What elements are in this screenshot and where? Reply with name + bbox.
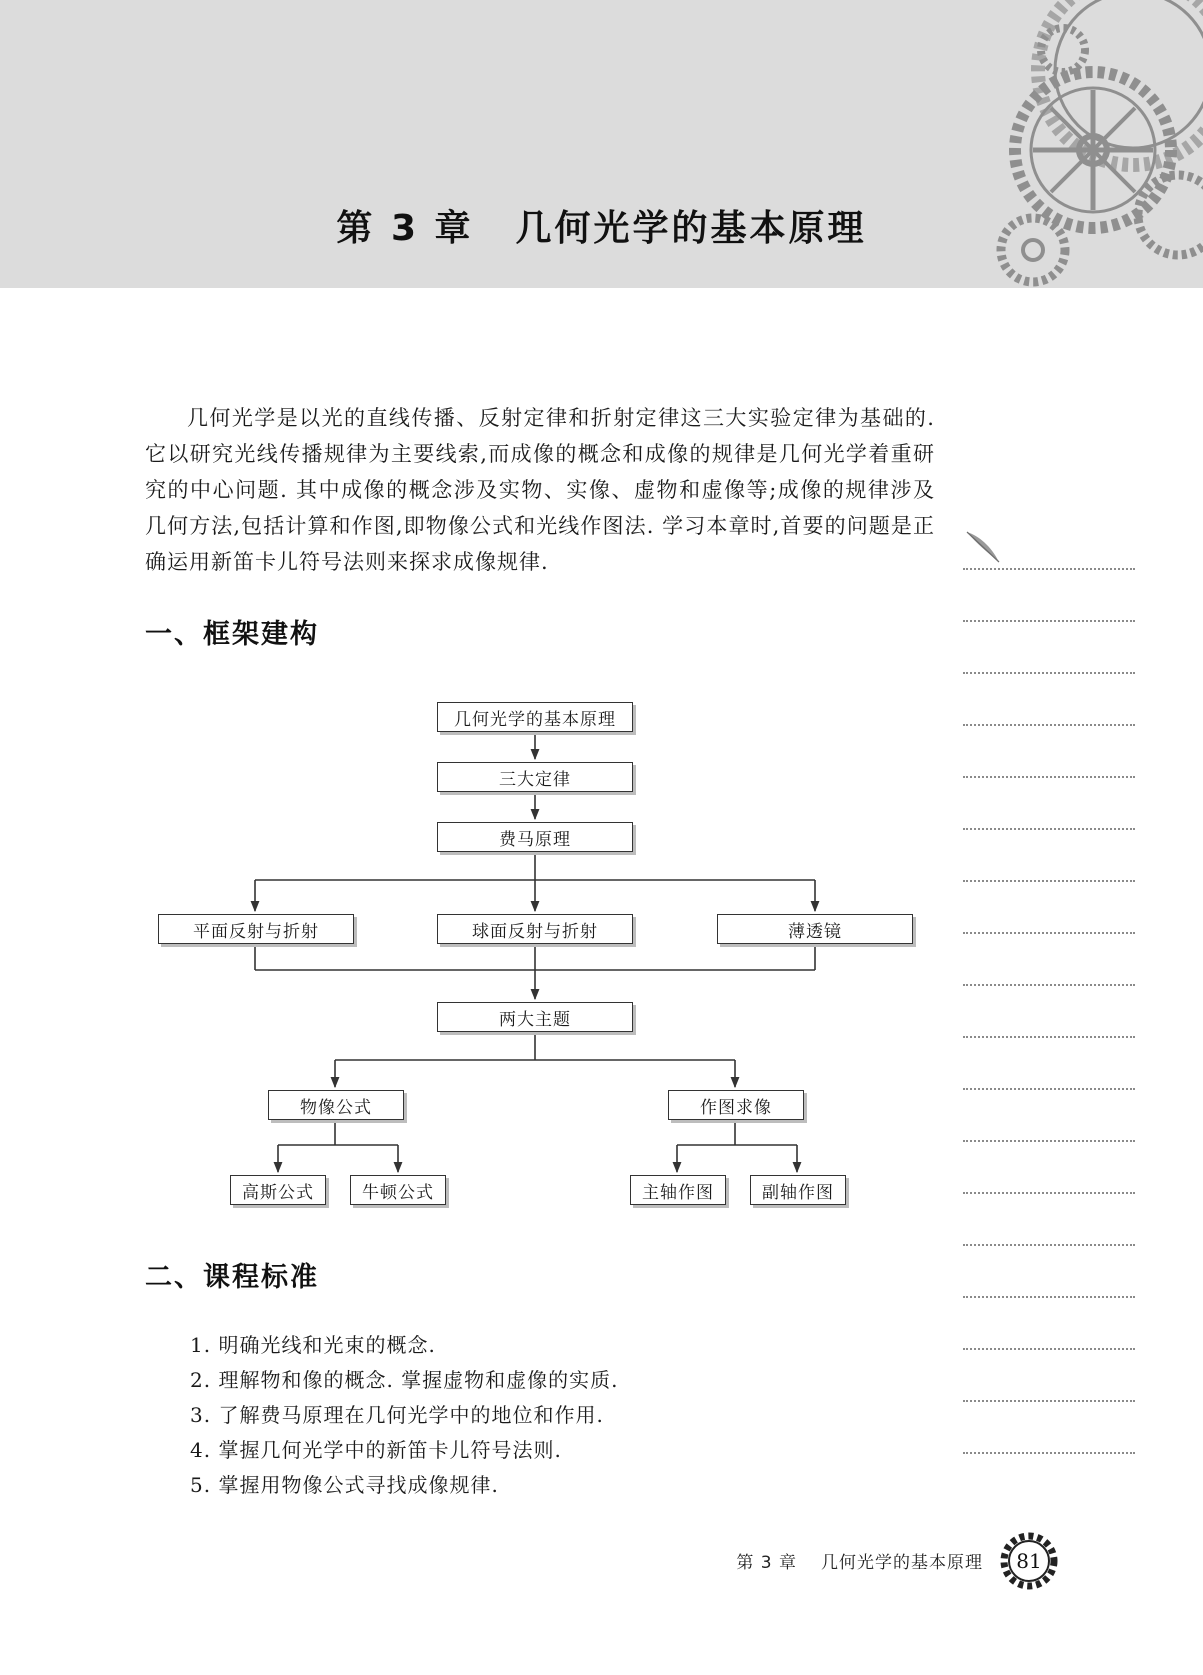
flow-node-lens: 薄透镜	[717, 914, 913, 944]
note-line	[963, 1452, 1135, 1454]
note-line	[963, 984, 1135, 986]
flow-node-sub-axis: 副轴作图	[750, 1175, 846, 1205]
note-line	[963, 1348, 1135, 1350]
note-line	[963, 568, 1135, 570]
note-line	[963, 1140, 1135, 1142]
standards-heading: 二、课程标准	[145, 1262, 319, 1293]
chapter-title	[0, 200, 1203, 251]
flow-node-plane: 平面反射与折射	[158, 914, 354, 944]
note-line	[963, 880, 1135, 882]
flow-node-gauss: 高斯公式	[230, 1175, 326, 1205]
standards-item: 2. 理解物和像的概念. 掌握虚物和虚像的实质.	[190, 1368, 619, 1392]
flow-node-newton: 牛顿公式	[350, 1175, 446, 1205]
standards-item: 5. 掌握用物像公式寻找成像规律.	[190, 1473, 499, 1497]
note-line	[963, 724, 1135, 726]
framework-heading: 一、框架建构	[145, 619, 319, 650]
standards-item: 4. 掌握几何光学中的新笛卡儿符号法则.	[190, 1438, 562, 1462]
flow-node-fermat: 费马原理	[437, 822, 633, 852]
flow-node-laws: 三大定律	[437, 762, 633, 792]
note-line	[963, 620, 1135, 622]
standards-item: 1. 明确光线和光束的概念.	[190, 1333, 436, 1357]
note-line	[963, 1400, 1135, 1402]
page-number: 81	[1016, 1549, 1042, 1573]
note-line	[963, 1036, 1135, 1038]
chapter-label: 第 3 章	[336, 208, 474, 249]
flow-node-themes: 两大主题	[437, 1002, 633, 1032]
flow-node-drawing: 作图求像	[668, 1090, 804, 1120]
note-line	[963, 1192, 1135, 1194]
note-line	[963, 672, 1135, 674]
standards-list	[190, 1328, 619, 1503]
flow-node-sphere: 球面反射与折射	[437, 914, 633, 944]
flow-node-formula: 物像公式	[268, 1090, 404, 1120]
running-footer	[736, 1548, 983, 1573]
note-line	[963, 1296, 1135, 1298]
footer-chapter-name: 几何光学的基本原理	[821, 1553, 983, 1573]
intro-paragraph: 几何光学是以光的直线传播、反射定律和折射定律这三大实验定律为基础的. 它以研究光线传播规律为主要线索,而成像的概念和成像的规律是几何光学着重研究的中心问题. 其中成像的概念涉及实物、实像、虚物和虚像等;成像的规律涉及几何方法,包括计算和作图,即物像公式和光线作图法. 学习本章时,首要的问题是正确运用新笛卡儿符号法则来探求成像规律.	[145, 406, 935, 574]
chapter-header-band	[0, 0, 1203, 288]
quill-icon	[965, 530, 1005, 566]
note-line	[963, 932, 1135, 934]
note-line	[963, 828, 1135, 830]
note-line	[963, 776, 1135, 778]
note-line	[963, 1088, 1135, 1090]
note-line	[963, 1244, 1135, 1246]
chapter-name: 几何光学的基本原理	[515, 208, 867, 249]
framework-flowchart	[150, 690, 930, 1220]
footer-chapter-label: 第 3 章	[736, 1553, 797, 1573]
standards-item: 3. 了解费马原理在几何光学中的地位和作用.	[190, 1403, 604, 1427]
flow-node-root: 几何光学的基本原理	[437, 702, 633, 732]
flow-node-main-axis: 主轴作图	[630, 1175, 726, 1205]
